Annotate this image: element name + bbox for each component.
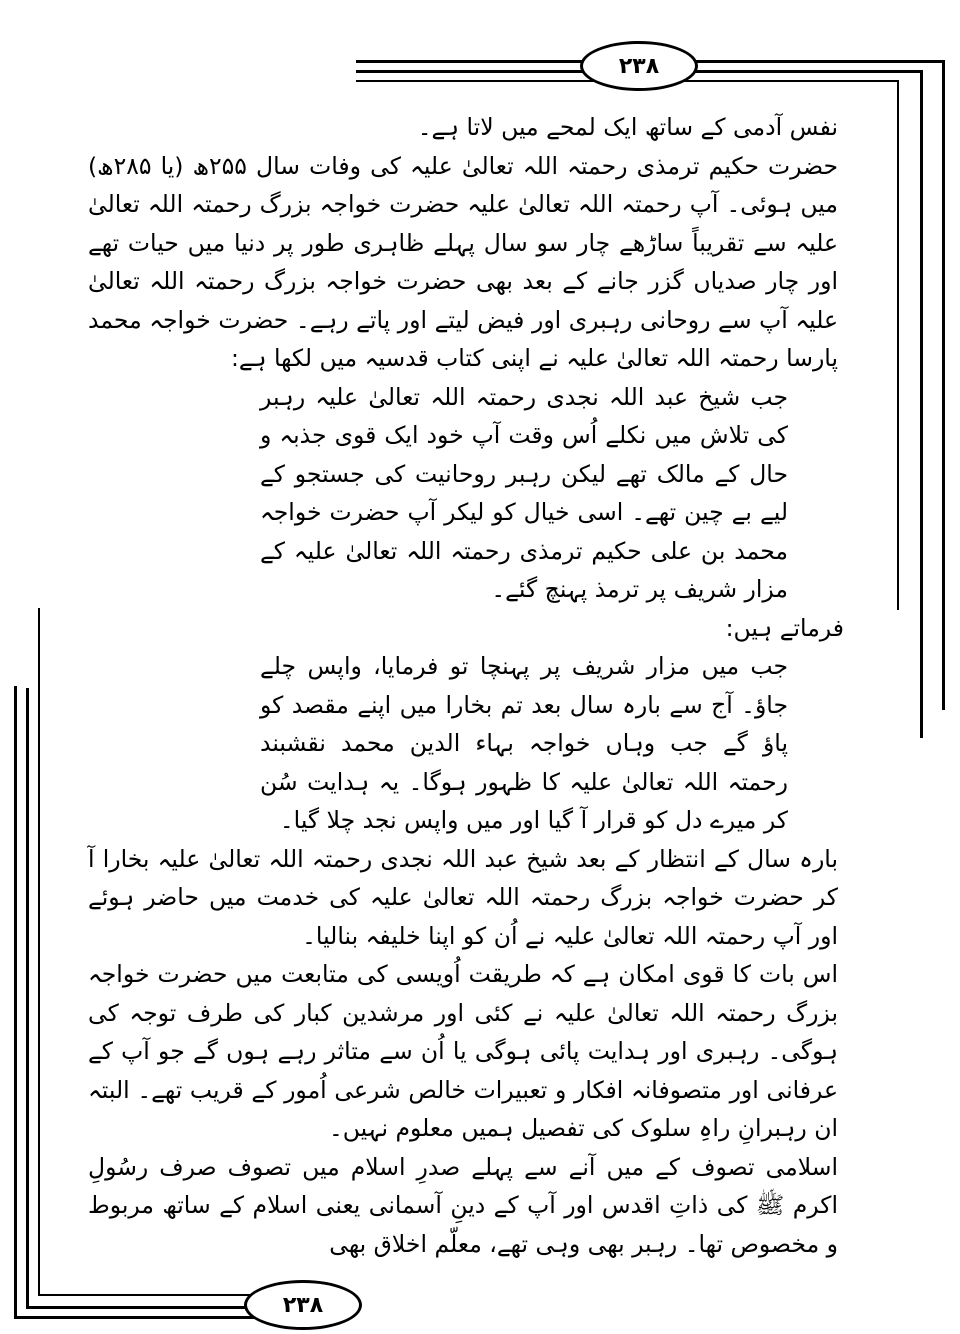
paragraph-2: حضرت حکیم ترمذی رحمتہ اللہ تعالیٰ علیہ کی وفات سال ۲۵۵ھ (یا ۲۸۵ھ) میں ہوئی۔ آپ رحمتہ اللہ تعالیٰ علیہ حضرت خواجہ بزرگ رحمتہ اللہ تعالیٰ علیہ سے تقریباً ساڑھے چار سو سال پہلے ظاہری طور پر دنیا میں حیات تھے اور چار صدیاں گزر جانے کے بعد بھی حضرت خواجہ بزرگ رحمتہ اللہ تعالیٰ علیہ آپ سے روحانی رہبری اور فیض لیتے اور پاتے رہے۔ حضرت خواجہ محمد پارسا رحمتہ اللہ تعالیٰ علیہ نے اپنی کتاب قدسیہ میں لکھا ہے:	[88, 151, 839, 372]
page-body	[88, 108, 874, 1263]
paragraph-6: اسلامی تصوف کے میں آنے سے پہلے صدرِ اسلام میں تصوف صرف رسُولِ اکرم ﷺ کی ذاتِ اقدس اور آپ کے دینِ آسمانی یعنی اسلام کے ساتھ مربوط و مخصوص تھا۔ رہبر بھی وہی تھے، معلّم اخلاق بھی	[88, 1152, 838, 1258]
quote-1: جب شیخ عبد اللہ نجدی رحمتہ اللہ تعالیٰ علیہ رہبر کی تلاش میں نکلے اُس وقت آپ خود ایک قوی جذبہ و حال کے مالک تھے لیکن رہبر روحانیت کی جستجو کے لیے بے چین تھے۔ اسی خیال کو لیکر آپ حضرت خواجہ محمد بن علی حکیم ترمذی رحمتہ اللہ تعالیٰ علیہ کے مزار شریف پر ترمذ پہنچ گئے۔	[260, 382, 788, 603]
header-page-number: ۲۳۸	[580, 41, 698, 91]
frame-bottom-line-mid	[26, 1306, 254, 1309]
frame-right-line-inner	[897, 80, 899, 610]
paragraph-1: نفس آدمی کے ساتھ ایک لمحے میں لاتا ہے۔	[417, 113, 838, 141]
frame-right-line-outer	[942, 60, 945, 710]
frame-left-line-inner	[38, 608, 40, 1296]
paragraph-3: فرماتے ہیں:	[725, 613, 844, 642]
quote-2: جب میں مزار شریف پر پہنچا تو فرمایا، واپس چلے جاؤ۔ آج سے بارہ سال بعد تم بخارا میں اپنے مقصد کو پاؤ گے جب وہاں خواجہ بہاء الدین محمد نقشبند رحمتہ اللہ تعالیٰ علیہ کا ظہور ہوگا۔ یہ ہدایت سُن کر میرے دل کو قرار آ گیا اور میں واپس نجد چلا گیا۔	[260, 652, 788, 834]
paragraph-5: اس بات کا قوی امکان ہے کہ طریقت اُویسی کی متابعت میں حضرت خواجہ بزرگ رحمتہ اللہ تعالیٰ علیہ نے کئی اور مرشدین کبار کی طرف توجہ کی ہوگی۔ رہبری اور ہدایت پائی ہوگی یا اُن سے متاثر رہے ہوں گے جو آپ کے عرفانی اور متصوفانہ افکار و تعبیرات خالص شرعی اُمور کے قریب تھے۔ البتہ ان رہبرانِ راہِ سلوک کی تفصیل ہمیں معلوم نہیں۔	[88, 960, 838, 1142]
frame-left-line-outer	[14, 686, 17, 1319]
frame-right-line-mid	[920, 70, 923, 738]
frame-bottom-line-outer	[14, 1316, 254, 1319]
footer-page-number: ۲۳۸	[244, 1280, 362, 1330]
paragraph-4: بارہ سال کے انتظار کے بعد شیخ عبد اللہ نجدی رحمتہ اللہ تعالیٰ علیہ بخارا آ کر حضرت خواجہ بزرگ رحمتہ اللہ تعالیٰ علیہ کی خدمت میں حاضر ہوئے اور آپ رحمتہ اللہ تعالیٰ علیہ نے اُن کو اپنا خلیفہ بنالیا۔	[88, 844, 838, 950]
frame-left-line-mid	[26, 688, 29, 1308]
frame-bottom-line-inner	[38, 1294, 254, 1296]
